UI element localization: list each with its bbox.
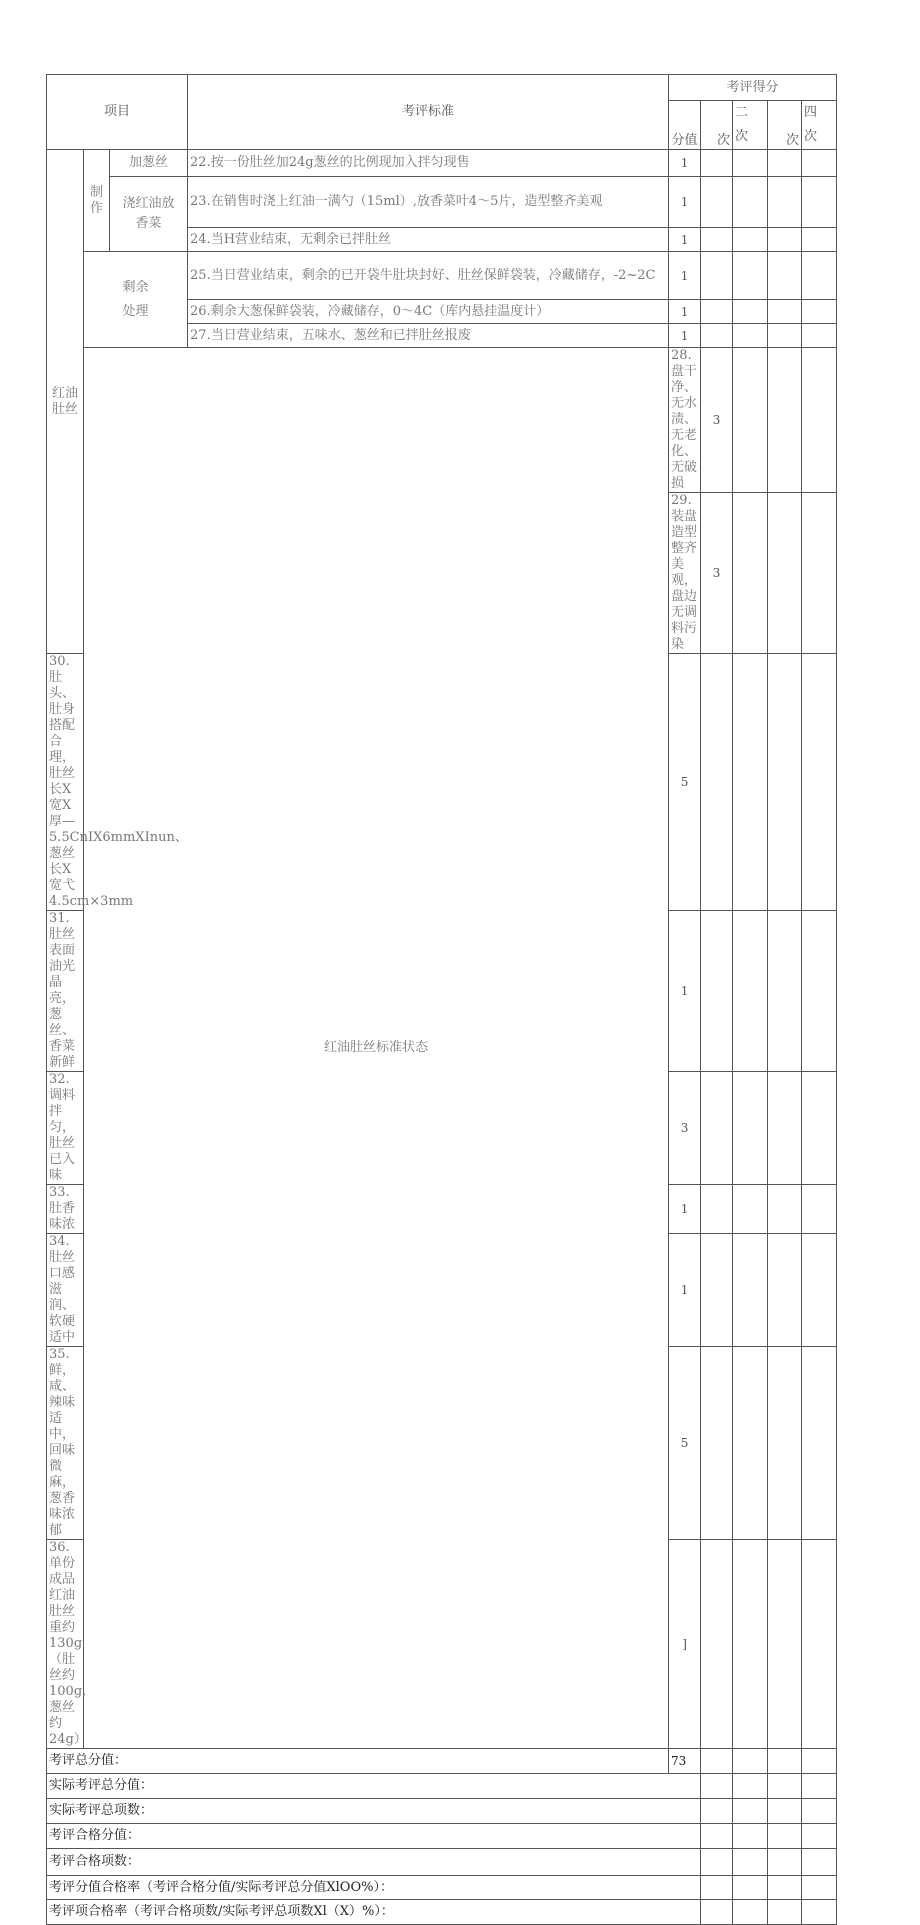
score-cell[interactable] — [802, 1072, 837, 1185]
row-score-34: 1 — [669, 1234, 701, 1347]
score-cell[interactable] — [802, 1185, 837, 1234]
score-cell[interactable] — [733, 300, 768, 324]
score-cell[interactable] — [701, 1234, 733, 1347]
summary-label-pass-score: 考评合格分值： — [47, 1824, 701, 1849]
row-score-32: 3 — [669, 1072, 701, 1185]
score-cell[interactable] — [733, 1185, 768, 1234]
score-cell[interactable] — [733, 1774, 768, 1799]
score-cell[interactable] — [802, 654, 837, 911]
row-text-36: 36.单份成品红油肚丝重约130g（肚丝约100g,葱丝约24g） — [47, 1540, 84, 1749]
score-cell[interactable] — [701, 1799, 733, 1824]
header-attempt-4-top: 四 — [804, 105, 818, 120]
score-cell[interactable] — [701, 911, 733, 1072]
summary-value-total: 73 — [669, 1749, 701, 1774]
score-cell[interactable] — [733, 228, 768, 252]
group-jiao-hongyou-label: 浇红油放 香菜 — [122, 196, 175, 231]
score-cell[interactable] — [802, 1749, 837, 1774]
score-cell[interactable] — [701, 252, 733, 300]
summary-label-score-rate: 考评分值合格率（考评合格分值/实际考评总分值XlOO%）： — [47, 1876, 701, 1900]
summary-label-pass-count: 考评合格项数： — [47, 1849, 701, 1876]
row-text-24: 24.当H营业结束，无剩余已拌肚丝 — [188, 228, 669, 252]
score-cell[interactable] — [802, 493, 837, 654]
score-cell[interactable] — [768, 1824, 802, 1849]
group-standard-state: 红油肚丝标准状态 — [84, 348, 669, 1749]
score-cell[interactable] — [733, 324, 768, 348]
row-text-31: 31.肚丝表面油光晶亮，葱丝、香菜新鲜 — [47, 911, 84, 1072]
score-cell[interactable] — [768, 1774, 802, 1799]
score-cell[interactable] — [701, 300, 733, 324]
score-cell[interactable] — [701, 1185, 733, 1234]
score-cell[interactable] — [701, 150, 733, 177]
header-attempt-3: 次 — [768, 101, 802, 150]
header-attempt-4 — [802, 101, 837, 150]
score-cell[interactable] — [701, 1824, 733, 1849]
header-attempt-2-top: 二 — [735, 105, 749, 120]
score-cell[interactable] — [802, 228, 837, 252]
score-cell[interactable] — [733, 348, 768, 493]
score-cell[interactable] — [733, 1347, 768, 1540]
row-text-35: 35.鲜，咸、辣味适中，回味微麻，葱香味浓郁 — [47, 1347, 84, 1540]
score-cell[interactable] — [768, 324, 802, 348]
score-cell[interactable] — [701, 1072, 733, 1185]
row-text-34: 34.肚丝口感滋润、软硬适中 — [47, 1234, 84, 1347]
row-score-31: 1 — [669, 911, 701, 1072]
row-score-27: 1 — [669, 324, 701, 348]
group-hongyou-dusi-label: 红油 肚丝 — [51, 385, 78, 417]
score-cell[interactable] — [701, 1876, 733, 1900]
score-cell[interactable] — [802, 348, 837, 493]
score-cell[interactable] — [768, 252, 802, 300]
row-score-29: 3 — [701, 493, 733, 654]
score-cell[interactable] — [701, 324, 733, 348]
score-cell[interactable] — [701, 654, 733, 911]
score-cell[interactable] — [768, 493, 802, 654]
score-cell[interactable] — [701, 1749, 733, 1774]
score-cell[interactable] — [802, 1774, 837, 1799]
score-cell[interactable] — [733, 1540, 768, 1749]
score-cell[interactable] — [802, 1347, 837, 1540]
header-score-group: 考评得分 — [669, 75, 837, 101]
row-text-25: 25.当日营业结束，剩余的已开袋牛肚块封好、肚丝保鲜袋装，冷藏储存，-2~2C — [188, 252, 669, 300]
score-cell[interactable] — [768, 1900, 802, 1925]
score-cell[interactable] — [733, 493, 768, 654]
group-hongyou-dusi — [47, 150, 84, 654]
score-cell[interactable] — [701, 228, 733, 252]
evaluation-table — [46, 74, 837, 1925]
group-zhizuo-label: 制 作 — [89, 184, 103, 216]
score-cell[interactable] — [733, 1900, 768, 1925]
score-cell[interactable] — [802, 252, 837, 300]
group-shengyu-label: 剩余 处理 — [122, 279, 149, 319]
row-text-22: 22.按一份肚丝加24g葱丝的比例现加入拌匀现售 — [188, 150, 669, 177]
score-cell[interactable] — [701, 1849, 733, 1876]
score-cell[interactable] — [768, 654, 802, 911]
score-cell[interactable] — [733, 654, 768, 911]
header-attempt-2-bottom: 次 — [735, 129, 749, 144]
row-text-32: 32.调料拌匀，肚丝已入味 — [47, 1072, 84, 1185]
row-text-28: 28.盘干净、无水渍、无老化、无破损 — [669, 348, 701, 493]
row-text-30: 30.肚头、肚身搭配合理，肚丝长X宽X厚—5.5CnIX6mmXInun、葱丝长X宽弋4.5cm×3mm — [47, 654, 84, 911]
score-cell[interactable] — [701, 1900, 733, 1925]
row-score-23: 1 — [669, 177, 701, 228]
header-attempt-2 — [733, 101, 768, 150]
score-cell[interactable] — [802, 1876, 837, 1900]
score-cell[interactable] — [768, 1749, 802, 1774]
score-cell[interactable] — [701, 1774, 733, 1799]
summary-label-actual-count: 实际考评总项数： — [47, 1799, 701, 1824]
score-cell[interactable] — [768, 1347, 802, 1540]
score-cell[interactable] — [802, 1799, 837, 1824]
score-cell[interactable] — [768, 300, 802, 324]
score-cell[interactable] — [733, 1849, 768, 1876]
score-cell[interactable] — [733, 1072, 768, 1185]
score-cell[interactable] — [802, 324, 837, 348]
summary-label-item-rate: 考评项合格率（考评合格项数/实际考评总项数Xl（X）%）： — [47, 1900, 701, 1925]
group-zhizuo — [84, 150, 110, 252]
score-cell[interactable] — [701, 1540, 733, 1749]
row-score-30: 5 — [669, 654, 701, 911]
score-cell[interactable] — [768, 1876, 802, 1900]
score-cell[interactable] — [733, 1824, 768, 1849]
score-cell[interactable] — [802, 150, 837, 177]
summary-label-actual-total: 实际考评总分值： — [47, 1774, 701, 1799]
row-score-36: ] — [669, 1540, 701, 1749]
score-cell[interactable] — [768, 1185, 802, 1234]
score-cell[interactable] — [802, 1234, 837, 1347]
score-cell[interactable] — [701, 1347, 733, 1540]
header-standard: 考评标准 — [188, 75, 669, 150]
score-cell[interactable] — [733, 1234, 768, 1347]
score-cell[interactable] — [802, 177, 837, 228]
group-shengyu — [84, 252, 188, 348]
score-cell[interactable] — [768, 150, 802, 177]
score-cell[interactable] — [768, 1072, 802, 1185]
score-cell[interactable] — [733, 1749, 768, 1774]
score-cell[interactable] — [768, 1234, 802, 1347]
score-cell[interactable] — [733, 1799, 768, 1824]
score-cell[interactable] — [733, 911, 768, 1072]
row-text-33: 33.肚香味浓 — [47, 1185, 84, 1234]
row-score-28: 3 — [701, 348, 733, 493]
row-text-29: 29.装盘造型整齐美观，盘边无调料污染 — [669, 493, 701, 654]
row-score-35: 5 — [669, 1347, 701, 1540]
header-score-value: 分值 — [669, 101, 701, 150]
row-score-33: 1 — [669, 1185, 701, 1234]
score-cell[interactable] — [802, 911, 837, 1072]
score-cell[interactable] — [768, 911, 802, 1072]
score-cell[interactable] — [768, 1849, 802, 1876]
row-text-27: 27.当日营业结束，五味水、葱丝和已拌肚丝报废 — [188, 324, 669, 348]
row-score-25: 1 — [669, 252, 701, 300]
score-cell[interactable] — [768, 228, 802, 252]
score-cell[interactable] — [733, 252, 768, 300]
score-cell[interactable] — [802, 1824, 837, 1849]
score-cell[interactable] — [733, 177, 768, 228]
row-text-26: 26.剩余大葱保鲜袋装，冷藏储存，0～4C（库内悬挂温度计） — [188, 300, 669, 324]
score-cell[interactable] — [802, 300, 837, 324]
score-cell[interactable] — [768, 1540, 802, 1749]
score-cell[interactable] — [733, 150, 768, 177]
score-cell[interactable] — [802, 1849, 837, 1876]
score-cell[interactable] — [768, 348, 802, 493]
score-cell[interactable] — [768, 1799, 802, 1824]
score-cell[interactable] — [802, 1540, 837, 1749]
group-jia-congsi: 加葱丝 — [110, 150, 188, 177]
row-score-26: 1 — [669, 300, 701, 324]
score-cell[interactable] — [701, 177, 733, 228]
group-jiao-hongyou — [110, 177, 188, 252]
row-score-24: 1 — [669, 228, 701, 252]
score-cell[interactable] — [733, 1876, 768, 1900]
score-cell[interactable] — [768, 177, 802, 228]
row-score-22: 1 — [669, 150, 701, 177]
header-attempt-4-bottom: 次 — [804, 129, 818, 144]
score-cell[interactable] — [802, 1900, 837, 1925]
summary-label-total: 考评总分值： — [47, 1749, 669, 1774]
header-item: 项目 — [47, 75, 188, 150]
row-text-23: 23.在销售时浇上红油一满勺（15ml）,放香菜叶4～5片，造型整齐美观 — [188, 177, 669, 228]
header-attempt-1: 次 — [701, 101, 733, 150]
